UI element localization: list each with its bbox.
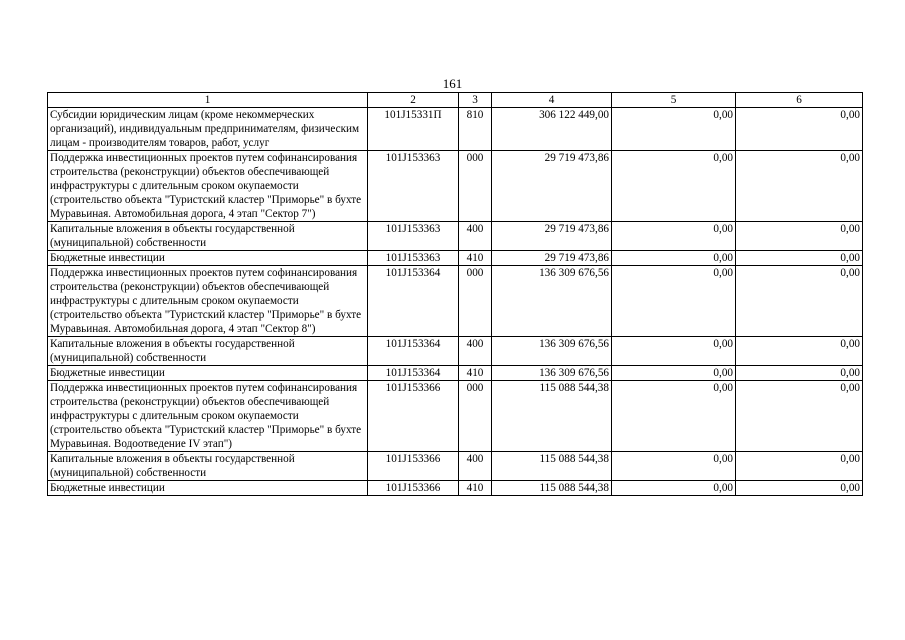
row-name-cell: Бюджетные инвестиции — [48, 366, 368, 381]
row-code-cell: 101J153364 — [368, 366, 459, 381]
row-value-col4-cell: 115 088 544,38 — [492, 481, 612, 496]
row-name-cell: Поддержка инвестиционных проектов путем софинансирования строительства (реконструкции) объектов обеспечивающей инфраструктуры с длительным сроком окупаемости (строительство объекта "Туристский кластер "Приморье" в бухте Муравьиная. Автомобильная дорога, 4 этап "Сектор 7") — [48, 151, 368, 222]
row-name-cell: Капитальные вложения в объекты государственной (муниципальной) собственности — [48, 222, 368, 251]
table-body — [48, 108, 863, 496]
column-header-4: 4 — [492, 93, 612, 108]
row-type-cell: 400 — [459, 222, 492, 251]
row-value-col4-cell: 29 719 473,86 — [492, 151, 612, 222]
row-type-cell: 410 — [459, 481, 492, 496]
row-code-cell: 101J153364 — [368, 337, 459, 366]
row-name-cell: Капитальные вложения в объекты государственной (муниципальной) собственности — [48, 452, 368, 481]
row-type-cell: 410 — [459, 251, 492, 266]
page-number: 161 — [442, 76, 463, 91]
row-value-col6-cell: 0,00 — [736, 151, 863, 222]
row-value-col4-cell: 29 719 473,86 — [492, 222, 612, 251]
table-row — [48, 266, 863, 337]
table-row — [48, 381, 863, 452]
row-name-cell: Бюджетные инвестиции — [48, 251, 368, 266]
row-value-col6-cell: 0,00 — [736, 222, 863, 251]
row-value-col5-cell: 0,00 — [612, 381, 736, 452]
row-code-cell: 101J15331П — [368, 108, 459, 151]
table-row — [48, 251, 863, 266]
row-type-cell: 810 — [459, 108, 492, 151]
table-row — [48, 337, 863, 366]
row-type-cell: 000 — [459, 151, 492, 222]
row-type-cell: 000 — [459, 381, 492, 452]
row-value-col6-cell: 0,00 — [736, 381, 863, 452]
row-type-cell: 400 — [459, 337, 492, 366]
row-value-col4-cell: 29 719 473,86 — [492, 251, 612, 266]
budget-table — [47, 92, 863, 496]
row-value-col6-cell: 0,00 — [736, 251, 863, 266]
row-name-cell: Поддержка инвестиционных проектов путем софинансирования строительства (реконструкции) объектов обеспечивающей инфраструктуры с длительным сроком окупаемости (строительство объекта "Туристский кластер "Приморье" в бухте Муравьиная. Автомобильная дорога, 4 этап "Сектор 8") — [48, 266, 368, 337]
row-type-cell: 410 — [459, 366, 492, 381]
row-value-col5-cell: 0,00 — [612, 481, 736, 496]
row-value-col6-cell: 0,00 — [736, 481, 863, 496]
row-value-col5-cell: 0,00 — [612, 366, 736, 381]
row-code-cell: 101J153363 — [368, 222, 459, 251]
table-row — [48, 366, 863, 381]
row-value-col4-cell: 136 309 676,56 — [492, 366, 612, 381]
row-value-col5-cell: 0,00 — [612, 251, 736, 266]
table-row — [48, 452, 863, 481]
row-value-col4-cell: 115 088 544,38 — [492, 452, 612, 481]
row-value-col4-cell: 136 309 676,56 — [492, 337, 612, 366]
row-name-cell: Бюджетные инвестиции — [48, 481, 368, 496]
row-value-col6-cell: 0,00 — [736, 452, 863, 481]
row-code-cell: 101J153364 — [368, 266, 459, 337]
row-value-col5-cell: 0,00 — [612, 222, 736, 251]
row-value-col6-cell: 0,00 — [736, 266, 863, 337]
row-name-cell: Капитальные вложения в объекты государственной (муниципальной) собственности — [48, 337, 368, 366]
row-name-cell: Субсидии юридическим лицам (кроме некоммерческих организаций), индивидуальным предпринимателям, физическим лицам - производителям товаров, работ, услуг — [48, 108, 368, 151]
row-name-cell: Поддержка инвестиционных проектов путем софинансирования строительства (реконструкции) объектов обеспечивающей инфраструктуры с длительным сроком окупаемости (строительство объекта "Туристский кластер "Приморье" в бухте Муравьиная. Водоотведение IV этап") — [48, 381, 368, 452]
row-value-col6-cell: 0,00 — [736, 366, 863, 381]
table-row — [48, 222, 863, 251]
row-code-cell: 101J153363 — [368, 251, 459, 266]
row-value-col5-cell: 0,00 — [612, 337, 736, 366]
column-header-6: 6 — [736, 93, 863, 108]
table-header-row — [48, 93, 863, 108]
row-value-col4-cell: 136 309 676,56 — [492, 266, 612, 337]
row-value-col5-cell: 0,00 — [612, 266, 736, 337]
column-header-1: 1 — [48, 93, 368, 108]
row-value-col5-cell: 0,00 — [612, 151, 736, 222]
row-value-col6-cell: 0,00 — [736, 108, 863, 151]
row-code-cell: 101J153366 — [368, 452, 459, 481]
row-type-cell: 400 — [459, 452, 492, 481]
column-header-3: 3 — [459, 93, 492, 108]
row-code-cell: 101J153366 — [368, 381, 459, 452]
column-header-5: 5 — [612, 93, 736, 108]
row-code-cell: 101J153366 — [368, 481, 459, 496]
column-header-2: 2 — [368, 93, 459, 108]
row-value-col5-cell: 0,00 — [612, 452, 736, 481]
table-row — [48, 481, 863, 496]
table-row — [48, 151, 863, 222]
row-value-col4-cell: 115 088 544,38 — [492, 381, 612, 452]
row-value-col6-cell: 0,00 — [736, 337, 863, 366]
row-type-cell: 000 — [459, 266, 492, 337]
table-row — [48, 108, 863, 151]
row-code-cell: 101J153363 — [368, 151, 459, 222]
row-value-col4-cell: 306 122 449,00 — [492, 108, 612, 151]
row-value-col5-cell: 0,00 — [612, 108, 736, 151]
